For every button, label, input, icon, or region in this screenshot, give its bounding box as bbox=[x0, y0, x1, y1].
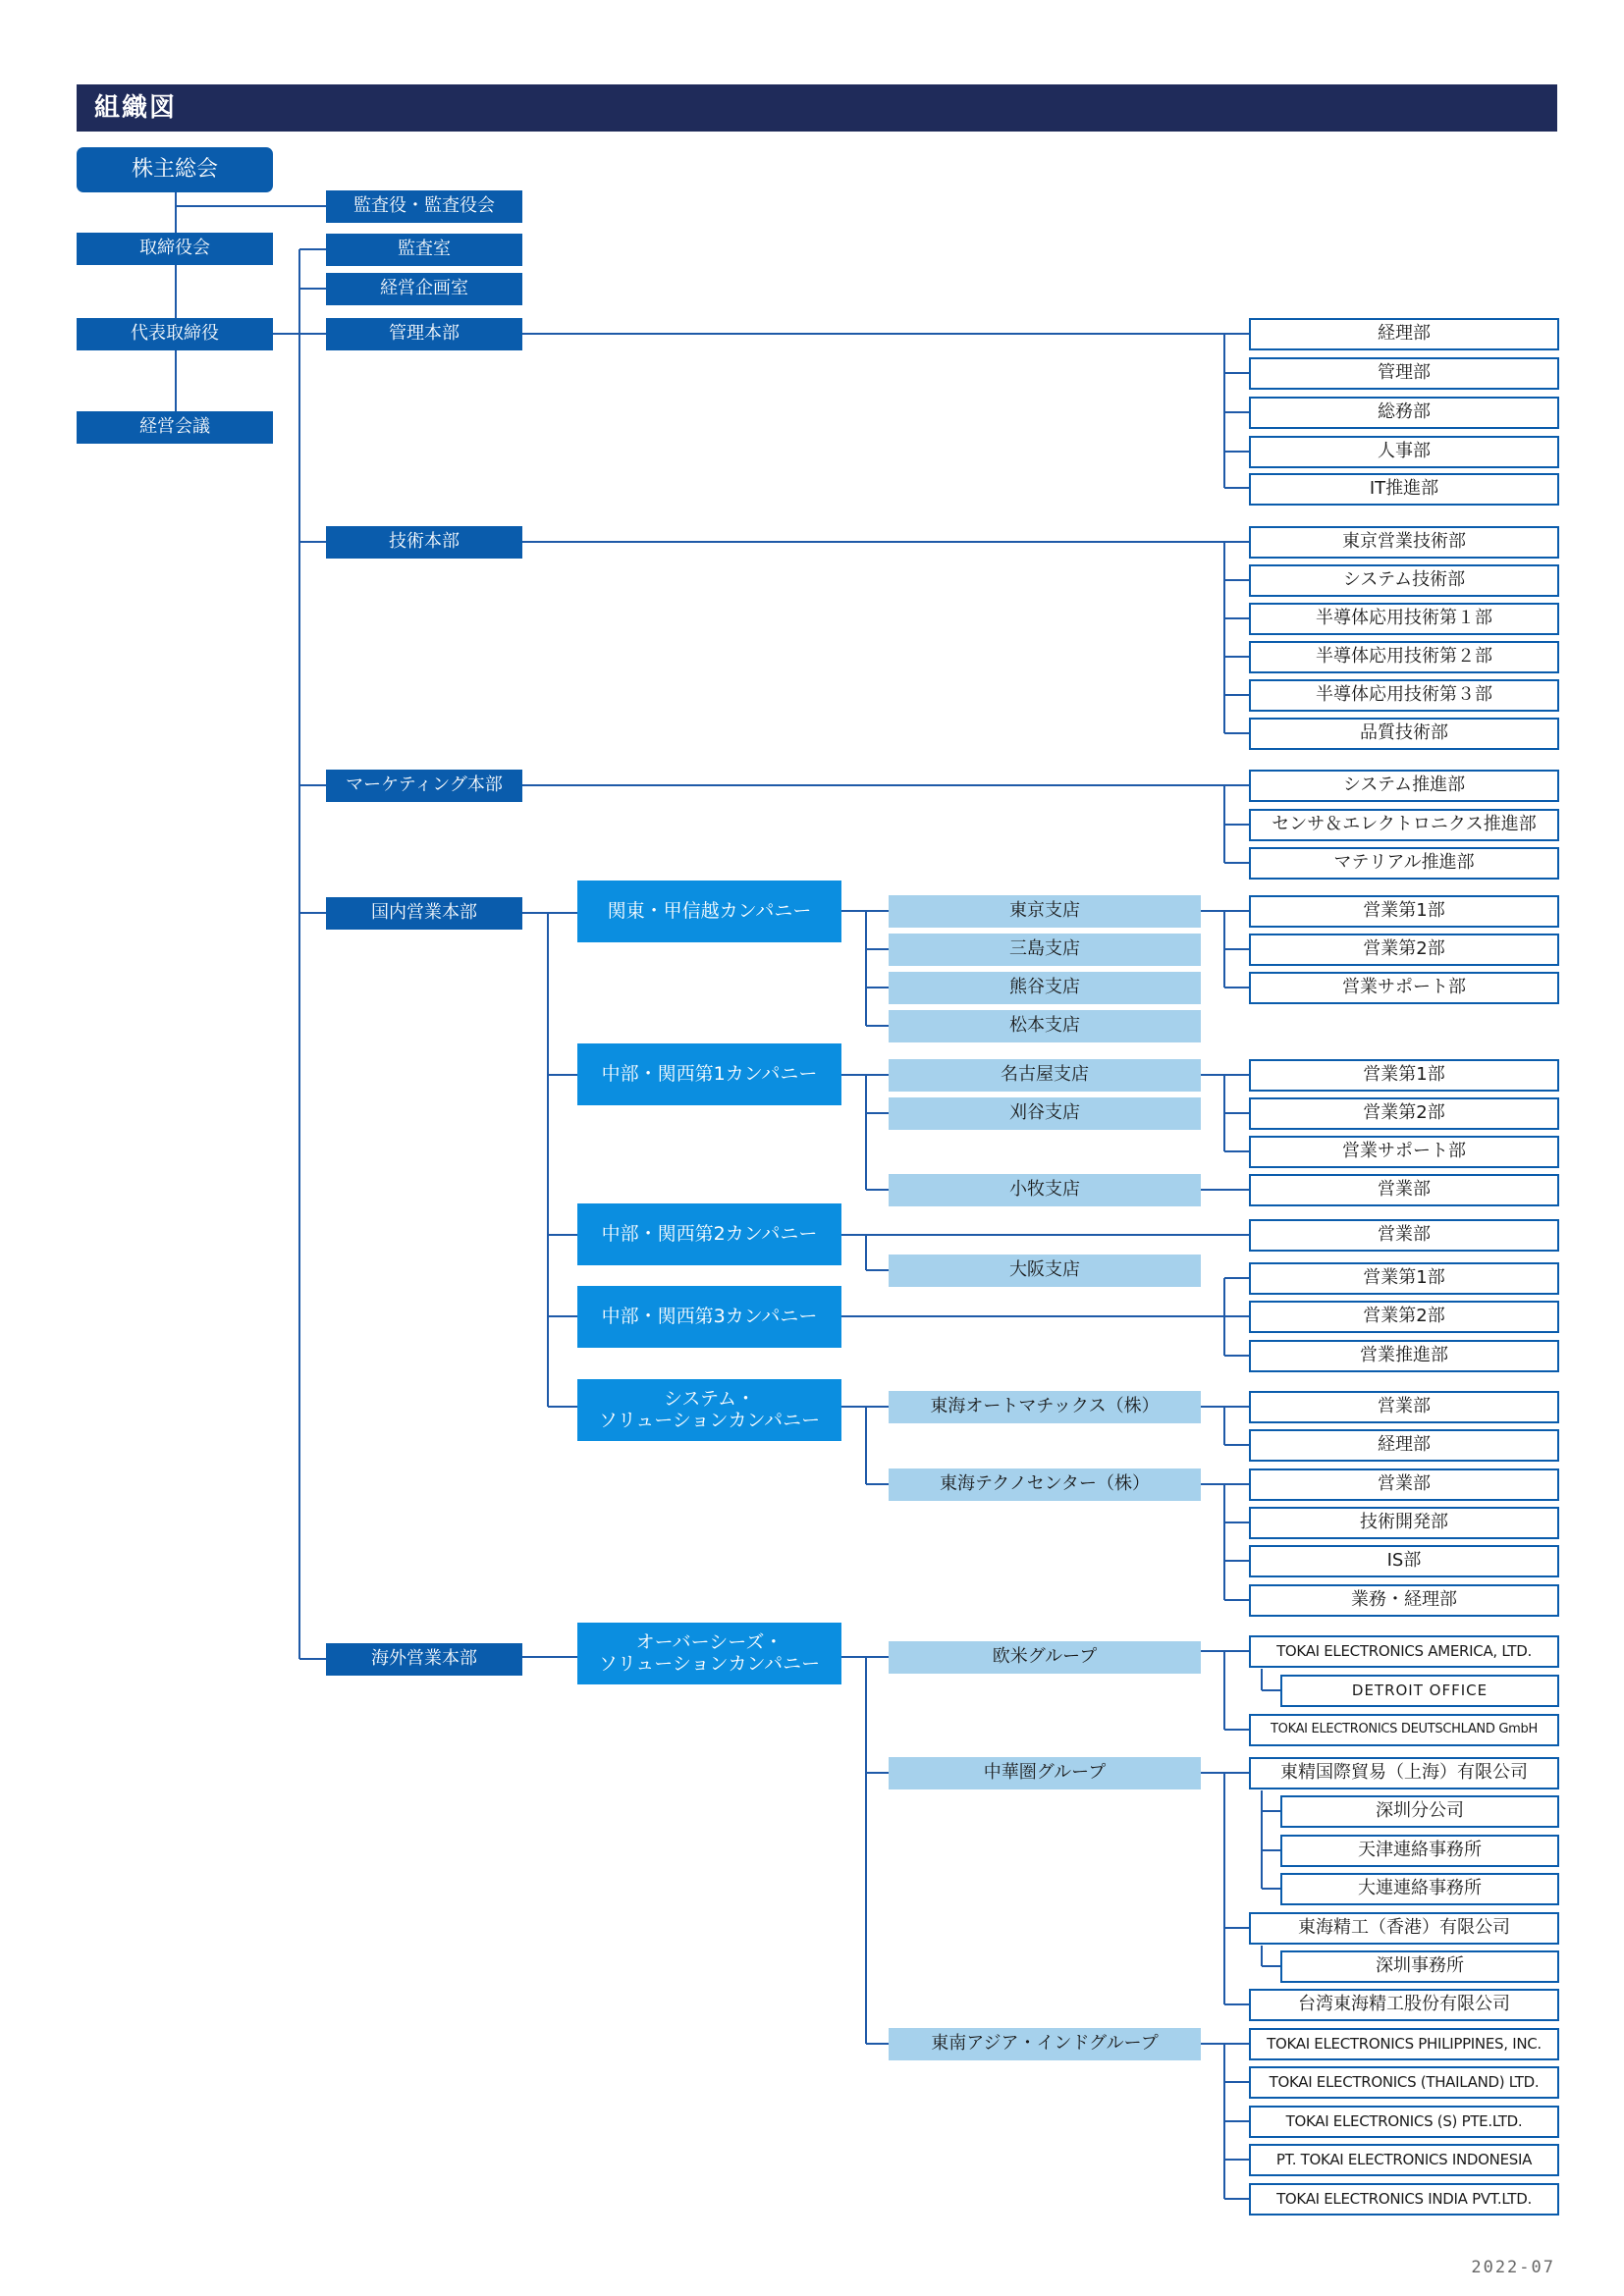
node-branch: 刈谷支店 bbox=[889, 1097, 1201, 1130]
node-overseas-entity: TOKAI ELECTRONICS (S) PTE.LTD. bbox=[1249, 2106, 1559, 2138]
node-overseas-entity: 深圳事務所 bbox=[1280, 1950, 1559, 1983]
node-dept: 営業部 bbox=[1249, 1391, 1559, 1423]
node-branch: 小牧支店 bbox=[889, 1174, 1201, 1206]
node-company-chubu2: 中部・関西第2カンパニー bbox=[577, 1203, 841, 1265]
node-overseas-entity: DETROIT OFFICE bbox=[1280, 1675, 1559, 1707]
node-dept: 人事部 bbox=[1249, 436, 1559, 468]
node-dept: 半導体応用技術第２部 bbox=[1249, 641, 1559, 673]
node-overseas-entity: TOKAI ELECTRONICS INDIA PVT.LTD. bbox=[1249, 2183, 1559, 2216]
node-dept: システム技術部 bbox=[1249, 564, 1559, 597]
node-dept: 営業第2部 bbox=[1249, 1097, 1559, 1130]
node-dept: 東京営業技術部 bbox=[1249, 526, 1559, 559]
node-branch: 名古屋支店 bbox=[889, 1059, 1201, 1092]
node-subsidiary: 東海テクノセンター（株） bbox=[889, 1468, 1201, 1501]
node-company-chubu1: 中部・関西第1カンパニー bbox=[577, 1043, 841, 1105]
node-dept: 業務・経理部 bbox=[1249, 1584, 1559, 1617]
node-company-system-solution: システム・ ソリューションカンパニー bbox=[577, 1379, 841, 1441]
node-overseas-entity: TOKAI ELECTRONICS (THAILAND) LTD. bbox=[1249, 2066, 1559, 2099]
node-overseas-entity: TOKAI ELECTRONICS AMERICA, LTD. bbox=[1249, 1635, 1559, 1668]
node-admin-division: 管理本部 bbox=[326, 318, 522, 350]
node-management-meeting: 経営会議 bbox=[77, 411, 273, 444]
footer-date: 2022-07 bbox=[1471, 2258, 1555, 2277]
node-company-overseas-solution: オーバーシーズ・ ソリューションカンパニー bbox=[577, 1623, 841, 1684]
node-board-of-directors: 取締役会 bbox=[77, 233, 273, 265]
node-tech-division: 技術本部 bbox=[326, 526, 522, 559]
node-representative-director: 代表取締役 bbox=[77, 318, 273, 350]
node-dept: センサ＆エレクトロニクス推進部 bbox=[1249, 809, 1559, 841]
node-branch: 松本支店 bbox=[889, 1010, 1201, 1042]
node-dept: 営業サポート部 bbox=[1249, 972, 1559, 1004]
node-overseas-entity: 台湾東海精工股份有限公司 bbox=[1249, 1989, 1559, 2021]
node-audit-office: 監査室 bbox=[326, 234, 522, 266]
node-dept: 営業部 bbox=[1249, 1219, 1559, 1252]
node-dept: IT推進部 bbox=[1249, 473, 1559, 506]
node-dept: 管理部 bbox=[1249, 357, 1559, 390]
node-dept: マテリアル推進部 bbox=[1249, 847, 1559, 880]
node-dept: 半導体応用技術第３部 bbox=[1249, 679, 1559, 712]
node-dept: 営業部 bbox=[1249, 1174, 1559, 1206]
node-overseas-sales-division: 海外営業本部 bbox=[326, 1643, 522, 1676]
node-dept: 営業サポート部 bbox=[1249, 1136, 1559, 1168]
node-dept: IS部 bbox=[1249, 1545, 1559, 1577]
node-overseas-entity: 天津連絡事務所 bbox=[1280, 1835, 1559, 1867]
node-overseas-entity: 深圳分公司 bbox=[1280, 1795, 1559, 1828]
node-subsidiary: 東海オートマチックス（株） bbox=[889, 1391, 1201, 1423]
node-dept: 営業第2部 bbox=[1249, 1301, 1559, 1333]
node-group-western: 欧米グループ bbox=[889, 1641, 1201, 1674]
node-group-asia: 東南アジア・インドグループ bbox=[889, 2028, 1201, 2060]
node-company-kanto: 関東・甲信越カンパニー bbox=[577, 881, 841, 942]
node-overseas-entity: PT. TOKAI ELECTRONICS INDONESIA bbox=[1249, 2144, 1559, 2176]
node-planning-office: 経営企画室 bbox=[326, 273, 522, 305]
node-marketing-division: マーケティング本部 bbox=[326, 770, 522, 802]
node-dept: 営業第1部 bbox=[1249, 1262, 1559, 1295]
node-dept: 総務部 bbox=[1249, 397, 1559, 429]
node-dept: 営業第1部 bbox=[1249, 895, 1559, 928]
node-auditors: 監査役・監査役会 bbox=[326, 190, 522, 223]
node-dept: システム推進部 bbox=[1249, 770, 1559, 802]
node-dept: 営業部 bbox=[1249, 1468, 1559, 1501]
node-branch: 熊谷支店 bbox=[889, 972, 1201, 1004]
node-branch: 三島支店 bbox=[889, 934, 1201, 966]
node-dept: 営業第2部 bbox=[1249, 934, 1559, 966]
node-overseas-entity: 東海精工（香港）有限公司 bbox=[1249, 1912, 1559, 1945]
node-dept: 半導体応用技術第１部 bbox=[1249, 603, 1559, 635]
node-domestic-sales-division: 国内営業本部 bbox=[326, 897, 522, 930]
node-dept: 経理部 bbox=[1249, 1429, 1559, 1462]
node-overseas-entity: 東精国際貿易（上海）有限公司 bbox=[1249, 1757, 1559, 1789]
node-shareholders-meeting: 株主総会 bbox=[77, 147, 273, 192]
node-overseas-entity: TOKAI ELECTRONICS DEUTSCHLAND GmbH bbox=[1249, 1714, 1559, 1746]
node-overseas-entity: TOKAI ELECTRONICS PHILIPPINES, INC. bbox=[1249, 2028, 1559, 2060]
node-group-china: 中華圏グループ bbox=[889, 1757, 1201, 1789]
node-dept: 品質技術部 bbox=[1249, 718, 1559, 750]
node-dept: 営業第1部 bbox=[1249, 1059, 1559, 1092]
node-dept: 営業推進部 bbox=[1249, 1340, 1559, 1372]
node-branch: 東京支店 bbox=[889, 895, 1201, 928]
node-dept: 経理部 bbox=[1249, 318, 1559, 350]
node-branch: 大阪支店 bbox=[889, 1255, 1201, 1287]
node-overseas-entity: 大連連絡事務所 bbox=[1280, 1873, 1559, 1905]
page-title: 組織図 bbox=[77, 84, 1557, 132]
node-dept: 技術開発部 bbox=[1249, 1507, 1559, 1539]
node-company-chubu3: 中部・関西第3カンパニー bbox=[577, 1286, 841, 1348]
